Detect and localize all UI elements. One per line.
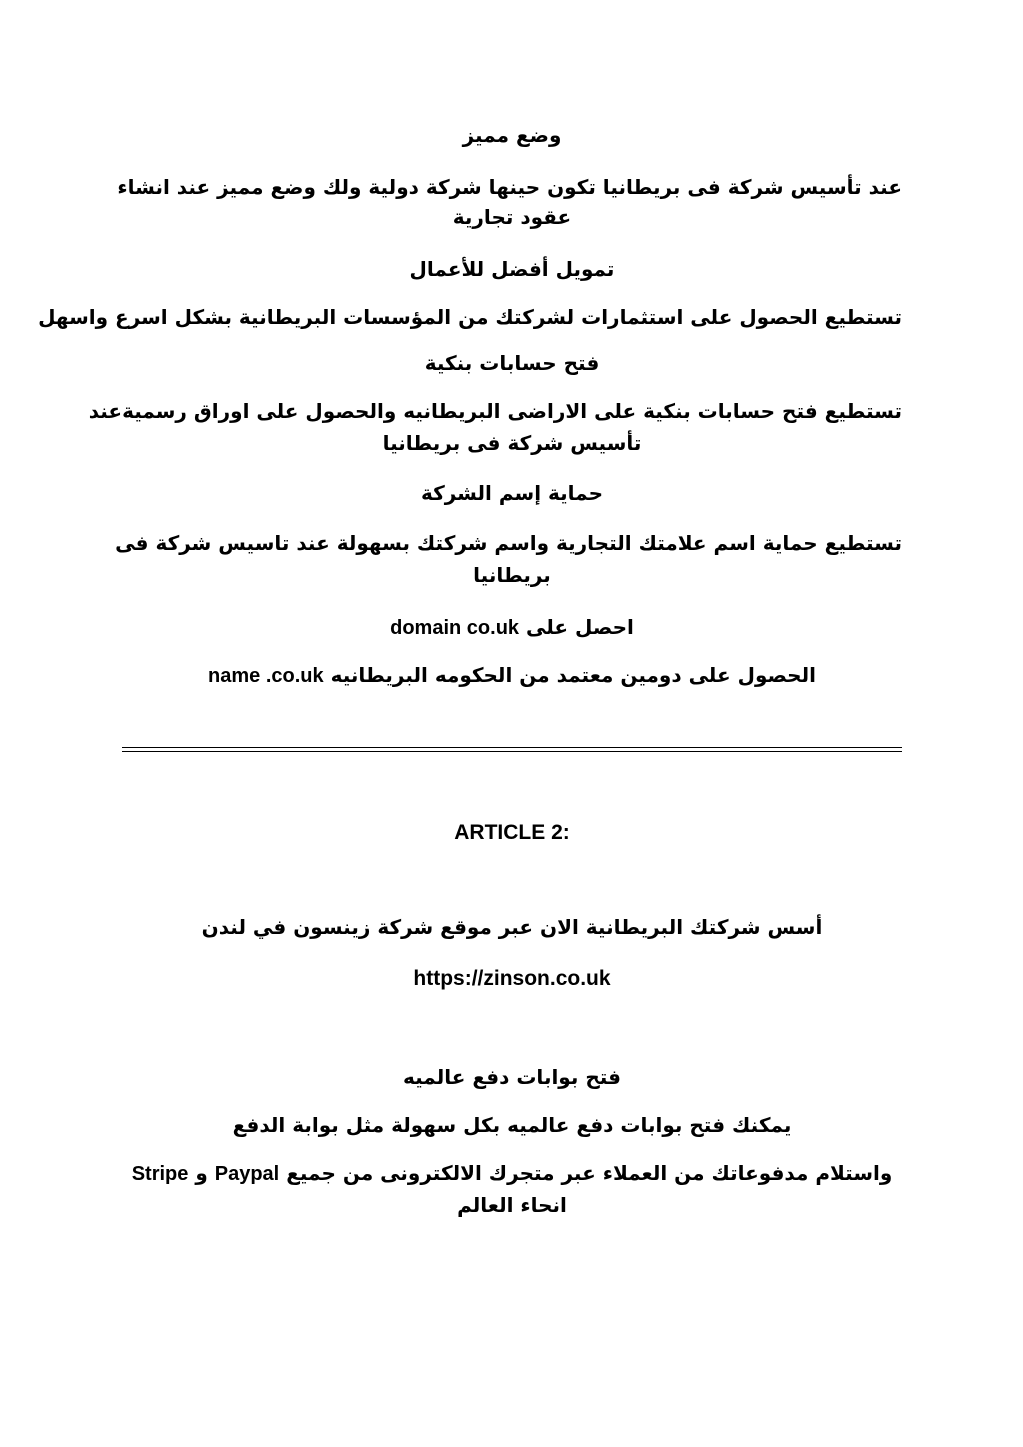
paragraph-domain (122, 660, 902, 691)
paragraph-bank-accounts-line1: تستطيع فتح حسابات بنكية على الاراضى البريطانيه والحصول على اوراق رسميةعند (88, 399, 902, 423)
divider-line-top (122, 747, 902, 748)
stripe-label: Stripe (131, 1163, 189, 1185)
paragraph-zinson-intro: أسس شركتك البريطانية الان عبر موقع شركة زينسون في لندن (201, 915, 823, 939)
paragraph-payments-line1 (122, 1158, 902, 1189)
heading-special-status: وضع مميز (462, 123, 562, 147)
paypal-label: Paypal (214, 1163, 280, 1185)
heading-bank-accounts: فتح حسابات بنكية (424, 351, 600, 375)
paragraph-bank-accounts-line2: تأسيس شركة فى بريطانيا (382, 431, 642, 455)
heading-domain-arabic: احصل على (526, 615, 634, 639)
heading-payment-gateways: فتح بوابات دفع عالميه (403, 1065, 621, 1089)
payments-arabic-text: واستلام مدفوعاتك من العملاء عبر متجرك الالكترونى من جميع (286, 1161, 893, 1185)
paragraph-payments-line2: انحاء العالم (457, 1193, 567, 1217)
paragraph-payment-gateways: يمكنك فتح بوابات دفع عالميه بكل سهولة مثل بوابة الدفع (232, 1113, 792, 1137)
paragraph-name-protection-line1: تستطيع حماية اسم علامتك التجارية واسم شركتك بسهولة عند تاسيس شركة فى (115, 531, 902, 555)
and-conjunction: و (195, 1161, 208, 1185)
paragraph-domain-latin: name .co.uk (208, 665, 324, 687)
divider-line-bottom (122, 751, 902, 752)
zinson-url-link[interactable]: https://zinson.co.uk (413, 967, 611, 990)
heading-better-funding: تمويل أفضل للأعمال (409, 257, 615, 281)
heading-domain (122, 612, 902, 643)
heading-domain-latin: domain co.uk (390, 617, 520, 639)
paragraph-better-funding: تستطيع الحصول على استثمارات لشركتك من المؤسسات البريطانية بشكل اسرع واسهل (38, 305, 902, 329)
paragraph-name-protection-line2: بريطانيا (473, 563, 551, 587)
paragraph-domain-arabic: الحصول على دومين معتمد من الحكومه البريطانيه (330, 663, 816, 687)
paragraph-special-status-line2: عقود تجارية (452, 205, 572, 229)
paragraph-special-status-line1: عند تأسيس شركة فى بريطانيا تكون حينها شركة دولية ولك وضع مميز عند انشاء (117, 175, 902, 199)
heading-company-name-protection: حماية إسم الشركة (420, 481, 604, 505)
article-label: ARTICLE 2: (454, 821, 570, 844)
